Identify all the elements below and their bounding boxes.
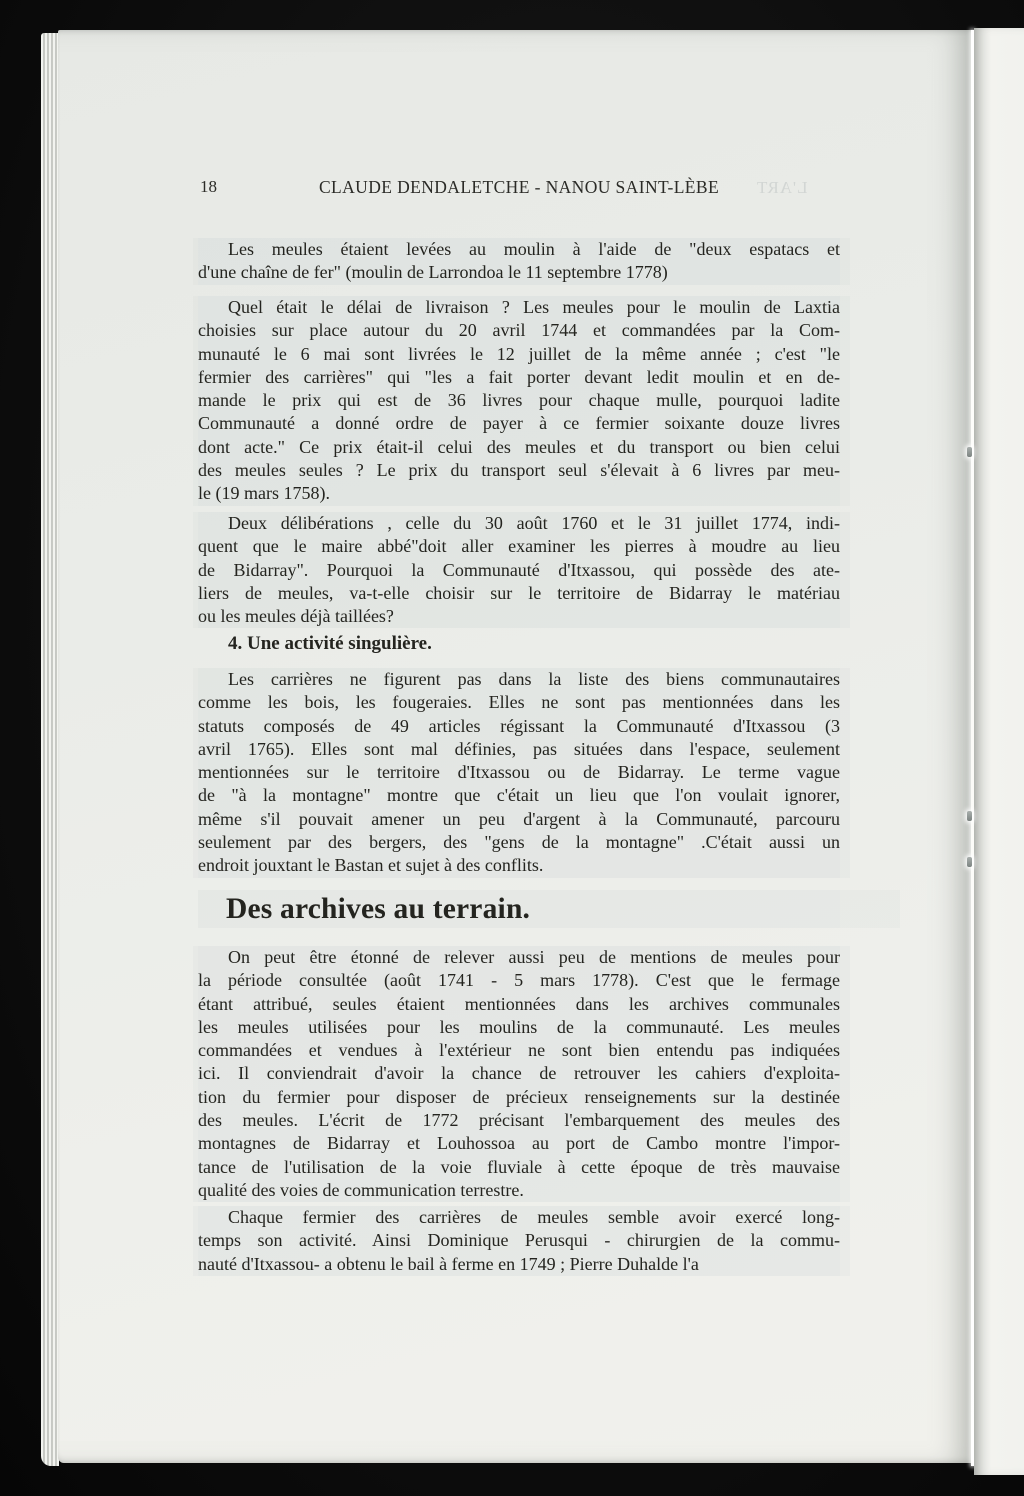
text-line: le (19 mars 1758). [198, 483, 330, 504]
text-line: Les carrières ne figurent pas dans la liste des biens communautaires [228, 669, 840, 689]
text-line: temps son activité. Ainsi Dominique Perusqui - chirurgien de la commu- [198, 1230, 840, 1251]
para-delai-livraison [198, 296, 840, 506]
text-line: seulement par des bergers, des "gens de la montagne" .C'était aussi un [198, 832, 840, 853]
text-line: mande le prix qui est de 36 livres pour chaque mulle, pourquoi ladite [198, 390, 840, 411]
text-line: tion du fermier pour disposer de précieux renseignements sur la destinée [198, 1086, 840, 1107]
text-line: étant attribué, seules étaient mentionnées dans les archives communales [198, 993, 840, 1014]
running-header: CLAUDE DENDALETCHE - NANOU SAINT-LÈBE [318, 177, 720, 197]
facing-page-edge [974, 28, 1024, 1475]
text-blocks [58, 30, 975, 1463]
para-fermier [198, 1206, 840, 1276]
staple-mark [967, 811, 972, 821]
staple-mark [967, 447, 972, 457]
text-line: Quel était le délai de livraison ? Les meules pour le moulin de Laxtia [228, 297, 840, 317]
text-line: On peut être étonné de relever aussi peu de mentions de meules pour [228, 947, 840, 967]
text-line: de "à la montagne" montre que c'était un lieu que l'on voulait ignorer, [198, 785, 840, 806]
text-line: quent que le maire abbé"doit aller examiner les pierres à moudre au lieu [198, 536, 840, 557]
text-line: ici. Il conviendrait d'avoir la chance de retrouver les cahiers d'exploita- [198, 1063, 840, 1084]
text-line: montagnes de Bidarray et Louhossoa au port de Cambo montre l'impor- [198, 1133, 840, 1154]
text-line: Deux délibérations , celle du 30 août 1760 et le 31 juillet 1774, indi- [228, 513, 840, 533]
text-line: tance de l'utilisation de la voie fluviale à cette époque de très mauvaise [198, 1156, 840, 1177]
text-line: qualité des voies de communication terrestre. [198, 1179, 524, 1200]
page-number: 18 [200, 177, 217, 196]
text-line: comme les bois, les fougeraies. Elles ne sont pas mentionnées dans les [198, 692, 840, 713]
text-line: des meules. L'écrit de 1772 précisant l'embarquement des meules des [198, 1110, 840, 1131]
text-line: liers de meules, va-t-elle choisir sur le territoire de Bidarray le matériau [198, 582, 840, 603]
text-line: nauté d'Itxassou- a obtenu le bail à ferme en 1749 ; Pierre Duhalde l'a [198, 1253, 699, 1274]
text-line: Communauté a donné ordre de payer à ce fermier soixante douze livres [198, 413, 840, 434]
para-deliberations [198, 512, 840, 628]
text-line: choisies sur place autour du 20 avril 1744 et commandées par la Com- [198, 320, 840, 341]
text-line: commandées et vendues à l'extérieur ne sont bien entendu pas indiquées [198, 1040, 840, 1061]
text-line: avril 1765). Elles sont mal définies, pas situées dans l'espace, seulement [198, 738, 840, 759]
text-line: de Bidarray". Pourquoi la Communauté d'Itxassou, qui possède des ate- [198, 559, 840, 580]
para-mentions [198, 946, 840, 1202]
heading-archives: Des archives au terrain. [198, 890, 840, 928]
text-line: des meules seules ? Le prix du transport seul s'élevait à 6 livres par meu- [198, 460, 840, 481]
heading-activite: 4. Une activité singulière. [228, 633, 432, 654]
text-line: les meules utilisées pour les moulins de la communauté. Les meules [198, 1016, 840, 1037]
text-line: statuts composés de 49 articles régissant la Communauté d'Itxassou (3 [198, 715, 840, 736]
text-line: même s'il pouvait amener un peu d'argent à la Communauté, parcouru [198, 808, 840, 829]
text-line: endroit jouxtant le Bastan et sujet à des conflits. [198, 855, 544, 876]
text-line: d'une chaîne de fer" (moulin de Larrondoa le 11 septembre 1778) [198, 262, 668, 283]
text-line: la période consultée (août 1741 - 5 mars 1778). C'est que le fermage [198, 970, 840, 991]
text-line: ou les meules déjà taillées? [198, 606, 394, 627]
text-line: fermier des carrières" qui "les a fait porter devant ledit moulin et en de- [198, 366, 840, 387]
para-meules-levees [198, 238, 840, 285]
text-line: dont acte." Ce prix était-il celui des meules et du transport ou bien celui [198, 436, 840, 457]
para-carrieres [198, 668, 840, 878]
text-line: Chaque fermier des carrières de meules semble avoir exercé long- [228, 1207, 840, 1227]
text-line: Les meules étaient levées au moulin à l'aide de "deux espatacs et [228, 239, 840, 259]
staple-mark [967, 857, 972, 867]
text-line: munauté le 6 mai sont livrées le 12 juillet de la même année ; c'est "le [198, 343, 840, 364]
show-through-text: L'ART [756, 178, 808, 197]
page-stack-edges [41, 33, 59, 1466]
text-line: mentionnées sur le territoire d'Itxassou ou de Bidarray. Le terme vague [198, 762, 840, 783]
book-page [58, 30, 975, 1463]
